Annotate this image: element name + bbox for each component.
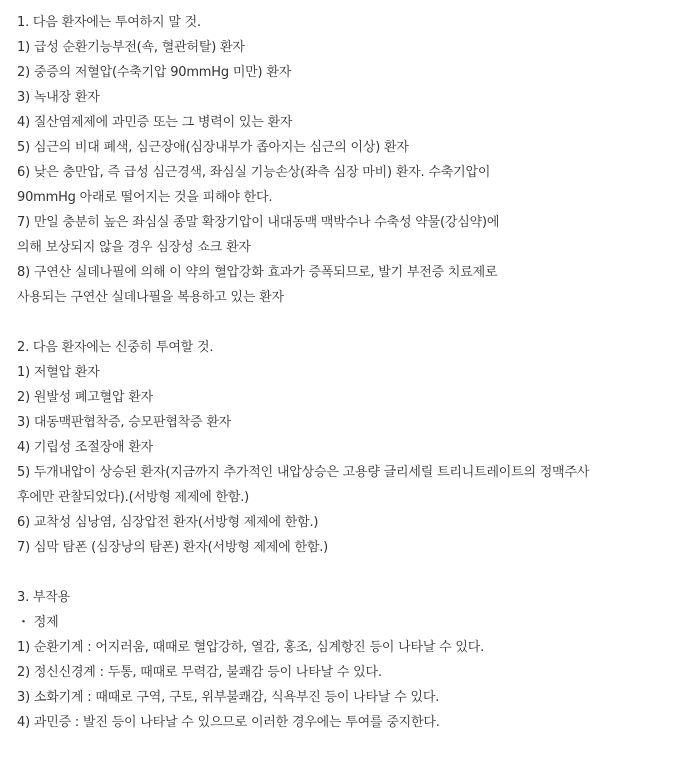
list-item-continuation: 후에만 관찰되었다).(서방형 제제에 한함.)	[17, 490, 250, 505]
list-item: 6) 교착성 심낭염, 심장압전 환자(서방형 제제에 한함.)	[17, 515, 319, 530]
list-item: 4) 과민증 : 발진 등이 나타날 수 있으므로 이러한 경우에는 투여를 중지한다.	[17, 715, 440, 730]
list-item: 3) 녹내장 환자	[17, 90, 100, 105]
drug-label-document	[17, 10, 685, 735]
list-item-continuation: 의해 보상되지 않을 경우 심장성 쇼크 환자	[17, 240, 251, 255]
section-spacer	[17, 560, 685, 585]
section-heading: 2. 다음 환자에는 신중히 투여할 것.	[17, 340, 214, 355]
list-item: 4) 기립성 조절장애 환자	[17, 440, 153, 455]
list-item: 3) 대동맥판협착증, 승모판협착증 환자	[17, 415, 232, 430]
list-item: 1) 순환기계 : 어지러움, 때때로 혈압강하, 열감, 홍조, 심계항진 등이 나타날 수 있다.	[17, 640, 485, 655]
list-item: 7) 심막 탐폰 (심장낭의 탐폰) 환자(서방형 제제에 한함.)	[17, 540, 329, 555]
list-item-continuation: 90mmHg 아래로 떨어지는 것을 피해야 한다.	[17, 190, 273, 205]
list-item: 1) 저혈압 환자	[17, 365, 100, 380]
list-item: 1) 급성 순환기능부전(쇽, 혈관허탈) 환자	[17, 40, 245, 55]
section-side-effects	[17, 585, 685, 735]
list-item: 3) 소화기계 : 때때로 구역, 구토, 위부불쾌감, 식욕부진 등이 나타날 수 있다.	[17, 690, 440, 705]
subheading-tablet: ・ 정제	[17, 615, 59, 630]
list-item: 5) 두개내압이 상승된 환자(지금까지 추가적인 내압상승은 고용량 글리세릴 트리니트레이트의 정맥주사	[17, 465, 590, 480]
list-item: 4) 질산염제제에 과민증 또는 그 병력이 있는 환자	[17, 115, 293, 130]
list-item: 2) 정신신경계 : 두통, 때때로 무력감, 불쾌감 등이 나타날 수 있다.	[17, 665, 382, 680]
list-item: 5) 심근의 비대 폐색, 심근장애(심장내부가 좁아지는 심근의 이상) 환자	[17, 140, 409, 155]
list-item: 2) 원발성 폐고혈압 환자	[17, 390, 153, 405]
section-contraindications	[17, 10, 685, 310]
list-item: 8) 구연산 실데나필에 의해 이 약의 혈압강화 효과가 증폭되므로, 발기 부전증 치료제로	[17, 265, 498, 280]
section-spacer	[17, 310, 685, 335]
section-precautions	[17, 335, 685, 560]
list-item: 2) 중증의 저혈압(수축기압 90mmHg 미만) 환자	[17, 65, 292, 80]
list-item-continuation: 사용되는 구연산 실데나필을 복용하고 있는 환자	[17, 290, 284, 305]
list-item: 6) 낮은 충만압, 즉 급성 심근경색, 좌심실 기능손상(좌측 심장 마비) 환자. 수축기압이	[17, 165, 491, 180]
section-heading: 1. 다음 환자에는 투여하지 말 것.	[17, 15, 201, 30]
list-item: 7) 만일 충분히 높은 좌심실 종말 확장기압이 내대동맥 맥박수나 수축성 약물(강심약)에	[17, 215, 500, 230]
section-heading: 3. 부작용	[17, 590, 71, 605]
